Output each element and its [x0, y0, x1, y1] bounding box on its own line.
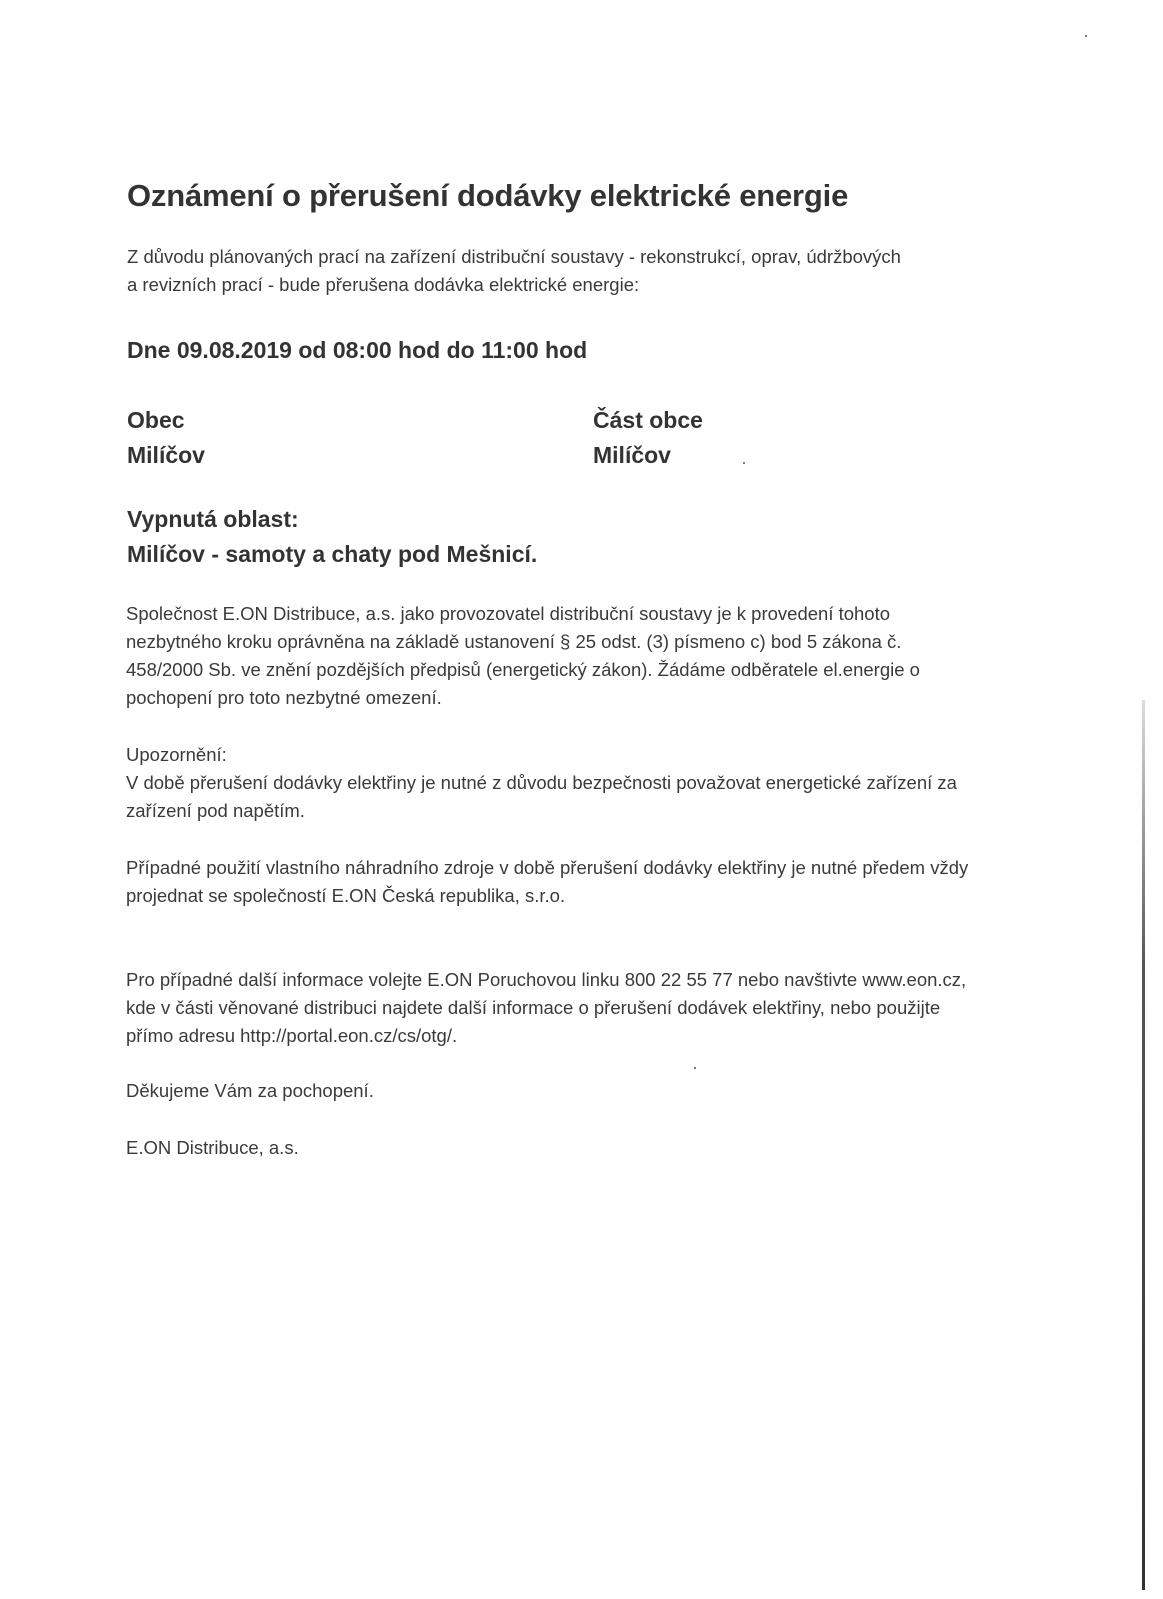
paragraph-line: Společnost E.ON Distribuce, a.s. jako provozovatel distribuční soustavy je k provedení tohoto [126, 603, 891, 624]
signature: E.ON Distribuce, a.s. [126, 1137, 299, 1158]
warning-paragraph [126, 741, 957, 825]
scan-speck [694, 1067, 696, 1069]
paragraph-line: nezbytného kroku oprávněna na základě ustanovení § 25 odst. (3) písmeno c) bod 5 zákona č. [126, 631, 902, 652]
warning-heading: Upozornění: [126, 744, 227, 765]
document-title: Oznámení o přerušení dodávky elektrické energie [127, 178, 849, 213]
affected-area-value: Milíčov - samoty a chaty pod Mešnicí. [127, 541, 538, 567]
paragraph-line: projednat se společností E.ON Česká republika, s.r.o. [126, 885, 566, 906]
paragraph-line: 458/2000 Sb. ve znění pozdějších předpisů (energetický zákon). Žádáme odběratele el.energie o [126, 659, 920, 680]
municipality-label: Obec [127, 407, 185, 433]
intro-line: Z důvodu plánovaných prací na zařízení distribuční soustavy - rekonstrukcí, oprav, údržbových [127, 246, 901, 267]
contact-paragraph [126, 966, 966, 1050]
paragraph-line: pochopení pro toto nezbytné omezení. [126, 687, 442, 708]
scan-edge-line [1142, 700, 1145, 1590]
municipality-value: Milíčov [127, 442, 205, 468]
thanks-line: Děkujeme Vám za pochopení. [126, 1080, 374, 1101]
scan-speck [1085, 35, 1087, 37]
paragraph-line: Pro případné další informace volejte E.ON Poruchovou linku 800 22 55 77 nebo navštivte www.eon.cz, [126, 969, 967, 990]
paragraph-line: Případné použití vlastního náhradního zdroje v době přerušení dodávky elektřiny je nutné předem vždy [126, 857, 969, 878]
generator-note [126, 854, 968, 910]
intro-paragraph [127, 243, 901, 299]
municipality-part [593, 403, 703, 473]
scan-speck [743, 462, 745, 464]
outage-date: Dne 09.08.2019 od 08:00 hod do 11:00 hod [127, 337, 588, 363]
municipality-part-label: Část obce [593, 407, 703, 433]
municipality [127, 403, 205, 473]
paragraph-line: V době přerušení dodávky elektřiny je nutné z důvodu bezpečnosti považovat energetické zařízení za [126, 772, 957, 793]
intro-line: a revizních prací - bude přerušena dodávka elektrické energie: [127, 274, 640, 295]
affected-area-label: Vypnutá oblast: [127, 506, 299, 532]
paragraph-line: kde v části věnované distribuci najdete další informace o přerušení dodávek elektřiny, nebo použijte [126, 997, 941, 1018]
legal-paragraph [126, 600, 920, 712]
municipality-part-value: Milíčov [593, 442, 671, 468]
paragraph-line: zařízení pod napětím. [126, 800, 305, 821]
affected-area [127, 502, 537, 572]
paragraph-line: přímo adresu http://portal.eon.cz/cs/otg/. [126, 1025, 458, 1046]
